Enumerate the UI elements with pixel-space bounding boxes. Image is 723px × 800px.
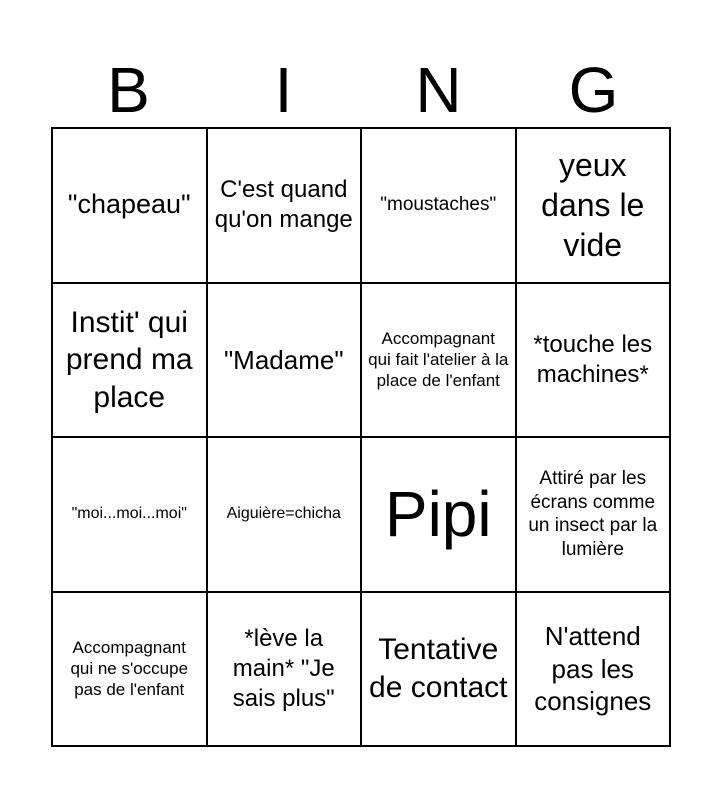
bingo-cell[interactable] xyxy=(208,593,363,748)
cell-text: "moi...moi...moi" xyxy=(71,505,187,523)
header-letter-i: I xyxy=(274,54,293,126)
cell-text: Accompagnant qui fait l'atelier à la place de l'enfant xyxy=(368,328,509,391)
bingo-cell[interactable] xyxy=(362,129,517,284)
bingo-cell[interactable] xyxy=(208,284,363,439)
bingo-cell[interactable] xyxy=(53,129,208,284)
bingo-cell[interactable] xyxy=(362,284,517,439)
cell-text: Accompagnant qui ne s'occupe pas de l'enfant xyxy=(70,637,189,700)
free-space-cell[interactable] xyxy=(362,438,517,593)
header-letter-g: G xyxy=(568,54,619,126)
bingo-cell[interactable] xyxy=(517,438,672,593)
cell-text: Tentative de contact xyxy=(369,633,508,704)
cell-text: Pipi xyxy=(384,478,492,551)
bingo-header xyxy=(51,52,671,128)
bingo-cell[interactable] xyxy=(517,593,672,748)
cell-text: *touche les machines* xyxy=(533,330,653,388)
bingo-cell[interactable] xyxy=(53,284,208,439)
bingo-cell[interactable] xyxy=(208,438,363,593)
cell-text: "chapeau" xyxy=(67,189,191,220)
cell-text: Attiré par les écrans comme un insect par la lumière xyxy=(528,467,658,560)
cell-text: N'attend pas les consignes xyxy=(534,621,652,716)
header-letter-n: N xyxy=(415,54,462,126)
bingo-cell[interactable] xyxy=(362,593,517,748)
cell-text: C'est quand qu'on mange xyxy=(214,176,353,234)
bingo-cell[interactable] xyxy=(53,438,208,593)
cell-text: *lève la main* "Je sais plus" xyxy=(232,624,335,712)
header-letter-b: B xyxy=(107,54,150,126)
bingo-grid xyxy=(51,127,671,747)
cell-text: "moustaches" xyxy=(380,194,497,216)
bingo-cell[interactable] xyxy=(208,129,363,284)
cell-text: "Madame" xyxy=(223,344,344,375)
cell-text: Aiguière=chicha xyxy=(226,505,341,523)
cell-text: yeux dans le vide xyxy=(541,147,645,264)
cell-text: Instit' qui prend ma place xyxy=(65,305,193,414)
bingo-cell[interactable] xyxy=(53,593,208,748)
bingo-cell[interactable] xyxy=(517,284,672,439)
bingo-cell[interactable] xyxy=(517,129,672,284)
